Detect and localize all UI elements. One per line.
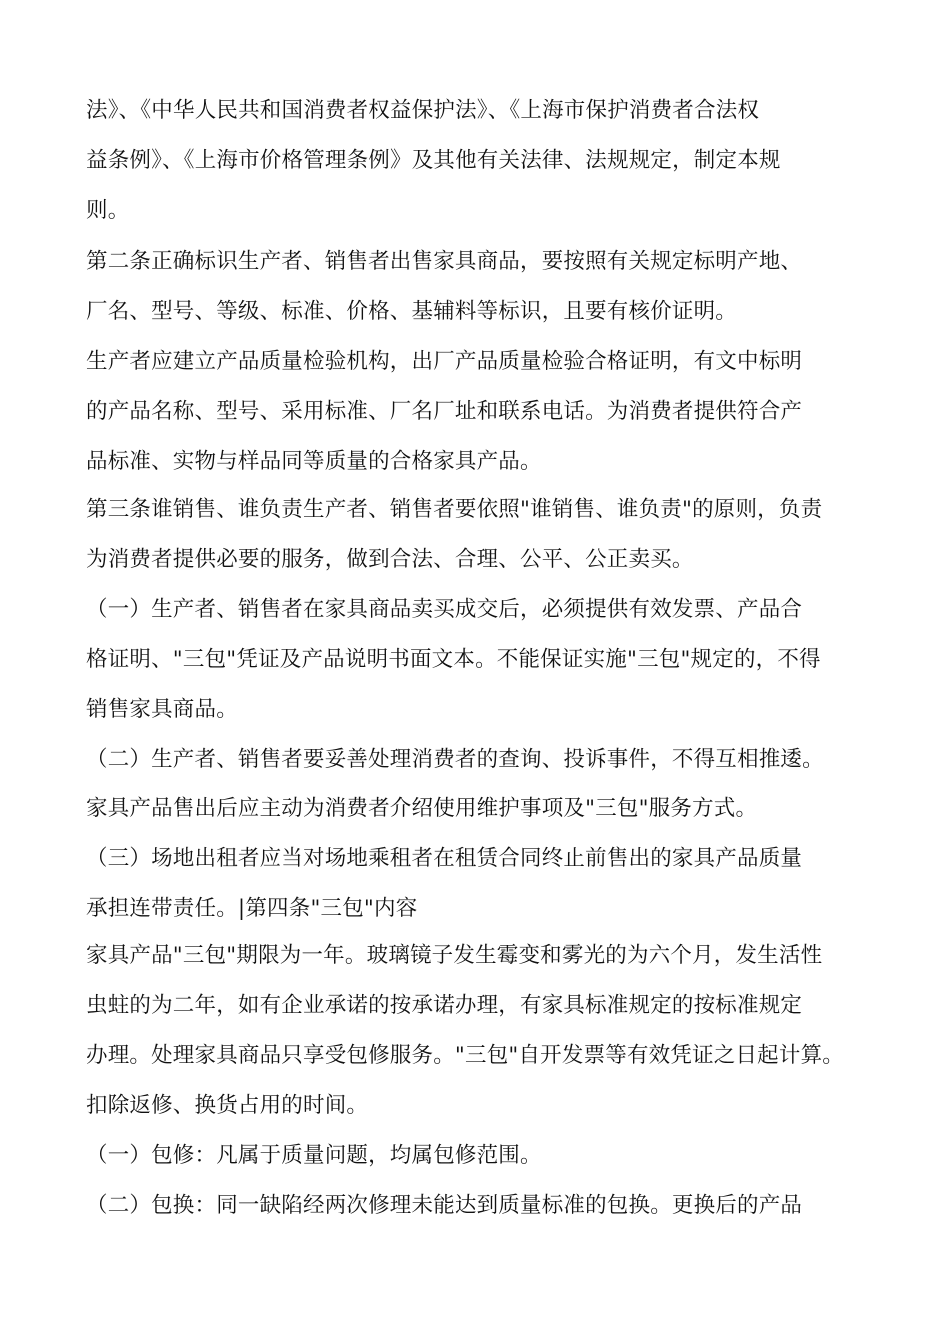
text-line: 虫蛀的为二年，如有企业承诺的按承诺办理，有家具标准规定的按标准规定: [86, 993, 803, 1018]
text-line: 销售家具商品。: [86, 697, 238, 722]
text-line: （三）场地出租者应当对场地乘租者在租赁合同终止前售出的家具产品质量: [86, 846, 803, 871]
text-line: 家具产品"三包"期限为一年。玻璃镜子发生霉变和雾光的为六个月，发生活性: [86, 943, 823, 968]
text-line: 格证明、"三包"凭证及产品说明书面文本。不能保证实施"三包"规定的，不得: [86, 647, 821, 672]
text-line: 则。: [86, 198, 130, 223]
text-line: 办理。处理家具商品只享受包修服务。"三包"自开发票等有效凭证之日起计算。: [86, 1043, 844, 1068]
text-line: 法》、《中华人民共和国消费者权益保护法》、《上海市保护消费者合法权: [86, 98, 760, 123]
text-line: 品标准、实物与样品同等质量的合格家具产品。: [86, 449, 542, 474]
text-line: 为消费者提供必要的服务，做到合法、合理、公平、公正卖买。: [86, 547, 694, 572]
text-line: 第二条正确标识生产者、销售者出售家具商品，要按照有关规定标明产地、: [86, 249, 803, 274]
text-line: 厂名、型号、等级、标准、价格、基辅料等标识，且要有核价证明。: [86, 299, 738, 324]
text-line: 家具产品售出后应主动为消费者介绍使用维护事项及"三包"服务方式。: [86, 796, 758, 821]
text-line: （二）包换：同一缺陷经两次修理未能达到质量标准的包换。更换后的产品: [86, 1193, 803, 1218]
text-line: 生产者应建立产品质量检验机构，出厂产品质量检验合格证明，有文中标明: [86, 349, 803, 374]
text-line: 益条例》、《上海市价格管理条例》及其他有关法律、法规规定，制定本规: [86, 148, 781, 173]
text-line: （二）生产者、销售者要妥善处理消费者的查询、投诉事件，不得互相推逶。: [86, 747, 824, 772]
text-line: （一）包修：凡属于质量问题，均属包修范围。: [86, 1143, 542, 1168]
text-line: （一）生产者、销售者在家具商品卖买成交后，必须提供有效发票、产品合: [86, 597, 803, 622]
text-line: 第三条谁销售、谁负责生产者、销售者要依照"谁销售、谁负责"的原则，负责: [86, 497, 823, 522]
text-line: 承担连带责任。|第四条"三包"内容: [86, 896, 418, 921]
text-line: 扣除返修、换货占用的时间。: [86, 1093, 369, 1118]
text-line: 的产品名称、型号、采用标准、厂名厂址和联系电话。为消费者提供符合产: [86, 399, 803, 424]
